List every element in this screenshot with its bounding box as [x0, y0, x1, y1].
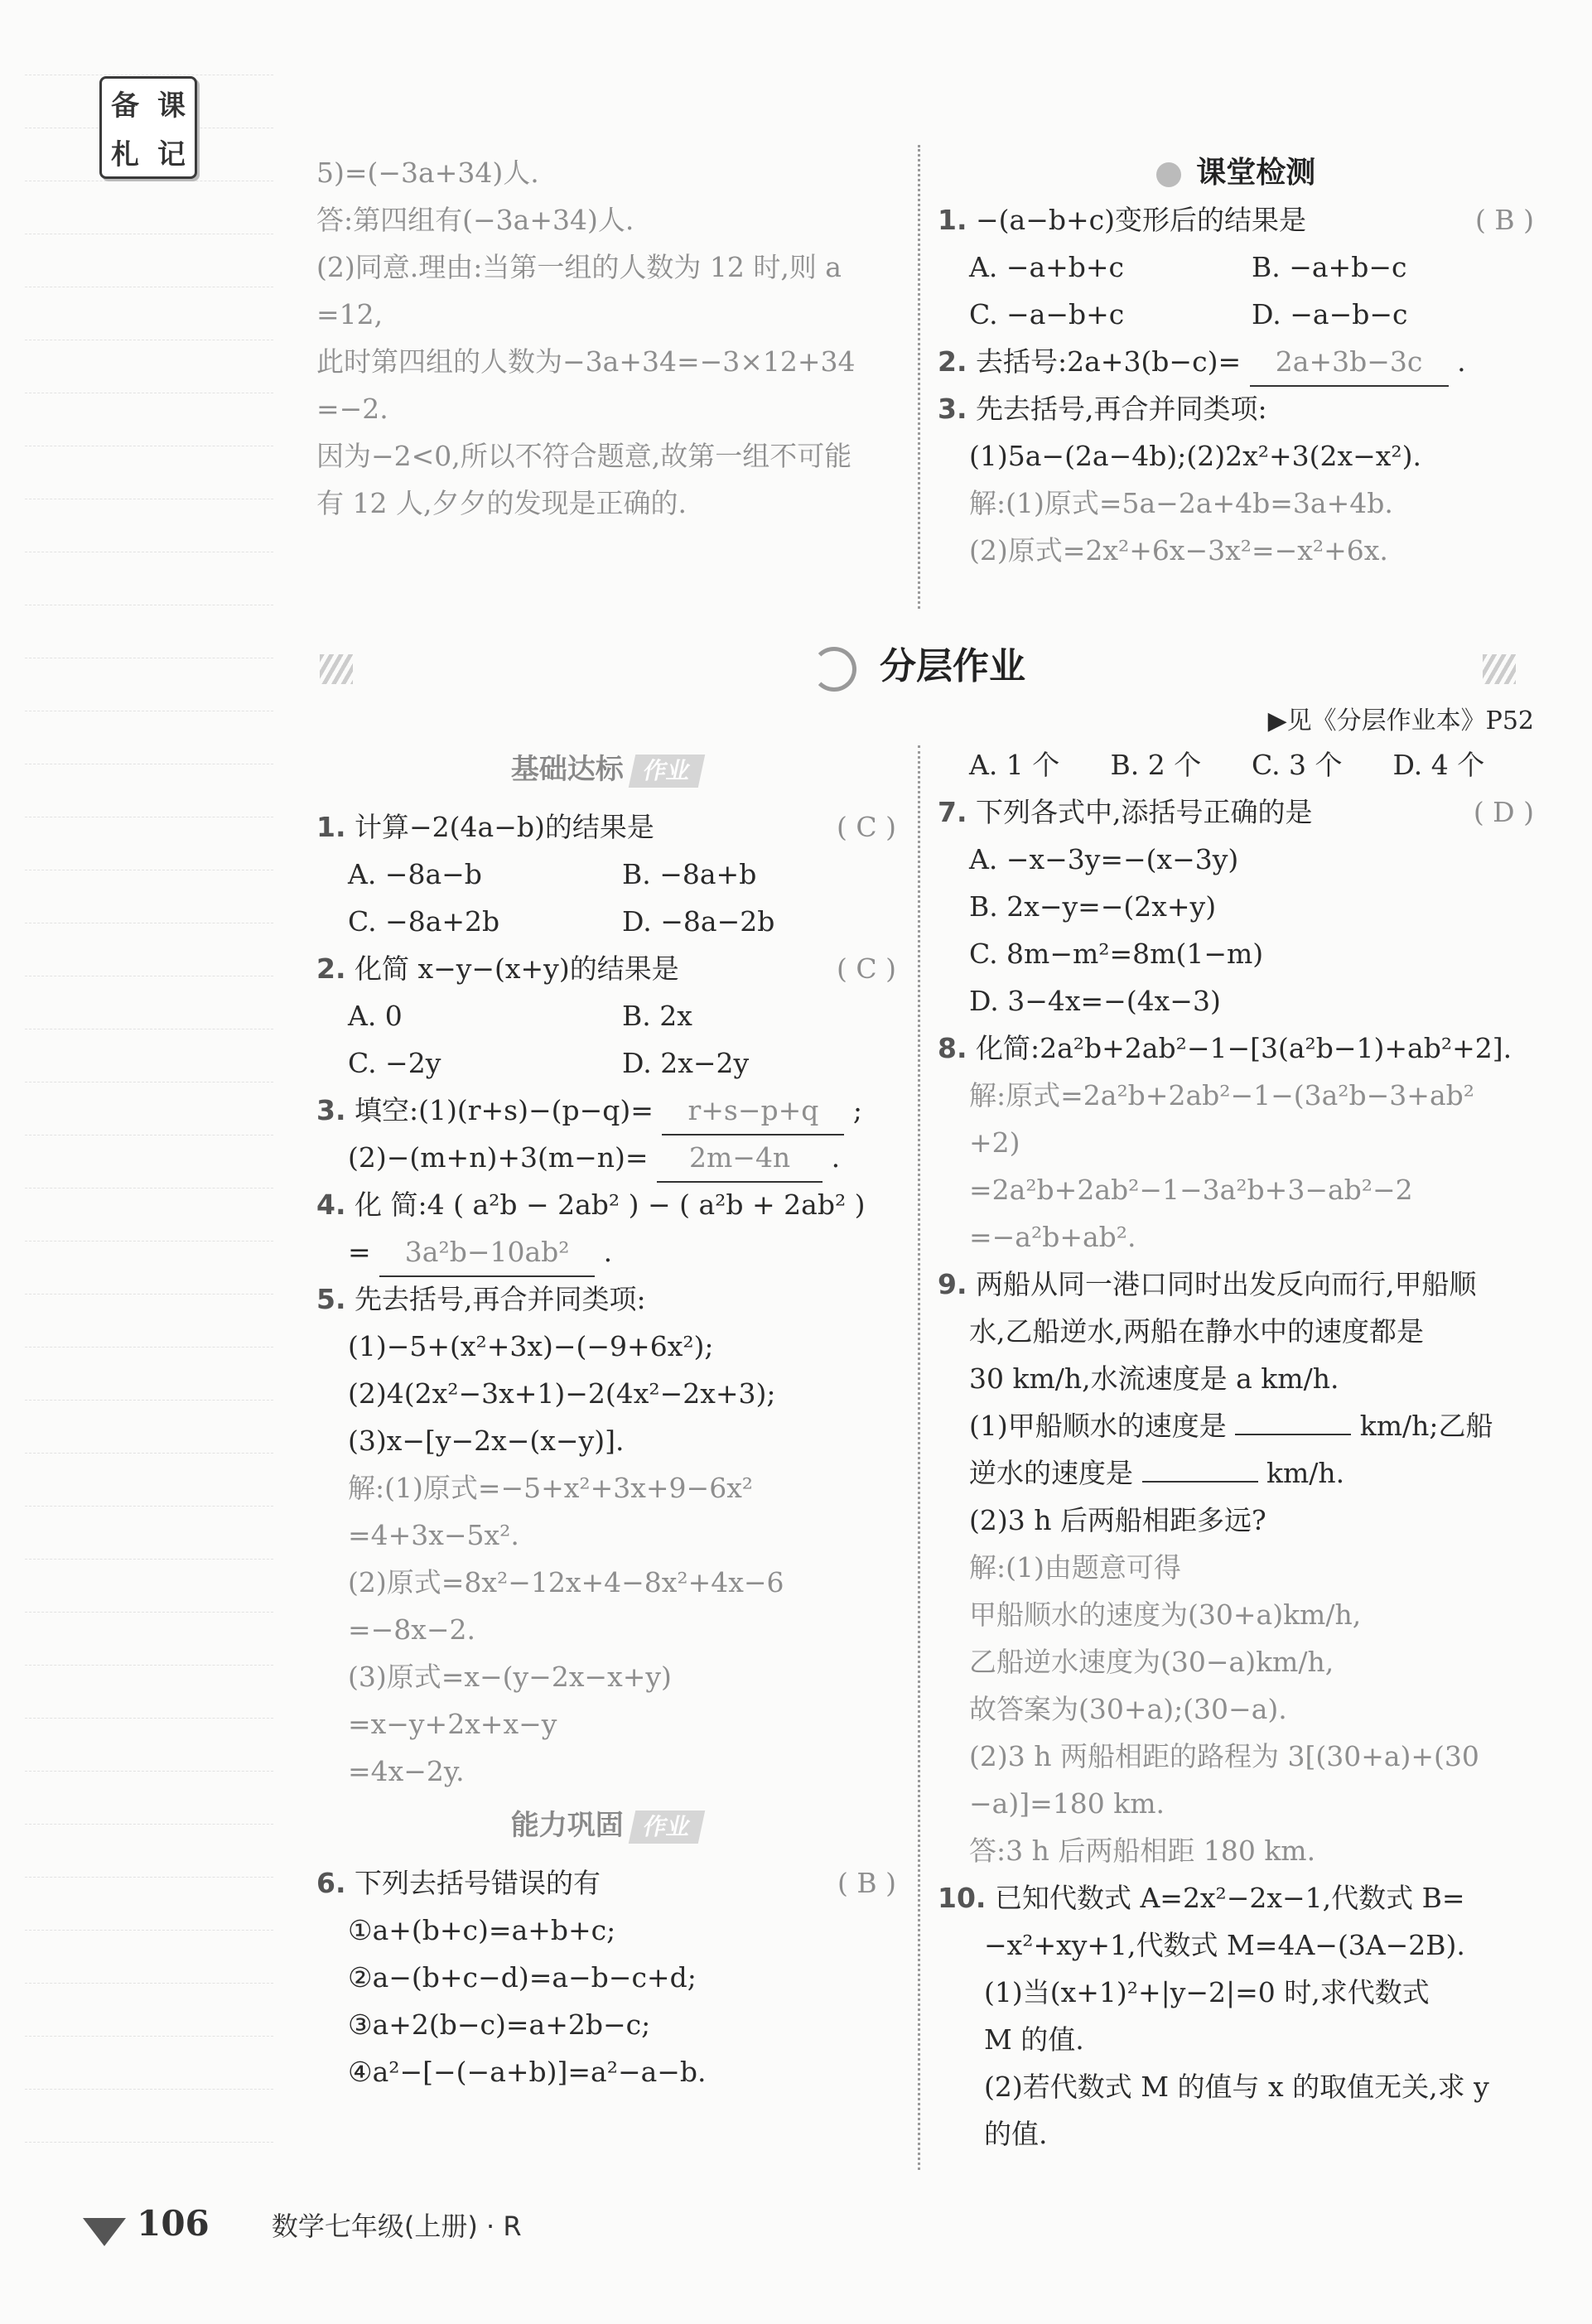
question-sub: (2)4(2x²−3x+1)−2(4x²−2x+3); [348, 1377, 776, 1410]
question-3-part-2 [316, 1134, 896, 1181]
filled-answer: r+s−p+q [662, 1087, 844, 1135]
question-text: −x²+xy+1,代数式 M=4A−(3A−2B). [984, 1929, 1465, 1961]
solution-line: +2) [969, 1126, 1020, 1159]
notes-margin [25, 66, 273, 2187]
margin-rule [25, 1718, 273, 1719]
question-text: 去括号:2a+3(b−c)= [976, 345, 1242, 378]
question-number: 3. [938, 393, 967, 425]
badge-char: 札 [111, 138, 139, 171]
text-line: =−2. [316, 393, 388, 425]
solution-line: =2a²b+2ab²−1−3a²b+3−ab²−2 [969, 1174, 1413, 1206]
solution-line: 解:(1)由题意可得 [969, 1551, 1181, 1584]
filled-answer: 2m−4n [657, 1134, 823, 1183]
option: B. 2x [622, 1000, 692, 1032]
solution-line: −a)]=180 km. [969, 1787, 1165, 1820]
text-line: 此时第四组的人数为−3a+34=−3×12+34 [316, 345, 856, 378]
question-text: 计算−2(4a−b)的结果是 [355, 811, 654, 843]
solution-line: 甲船顺水的速度为(30+a)km/h, [969, 1598, 1362, 1631]
basic-header [316, 745, 896, 803]
option: C. −2y [348, 1047, 441, 1079]
options-row [316, 898, 896, 945]
question-text: 30 km/h,水流速度是 a km/h. [969, 1362, 1339, 1395]
header-stripe [1483, 654, 1516, 684]
ability-title: 能力巩固 [510, 1809, 624, 1842]
options-row [938, 291, 1534, 338]
question-number: 4. [316, 1189, 346, 1221]
margin-rule [25, 1347, 273, 1348]
text-line: 5)=(−3a+34)人. [316, 157, 539, 189]
statement: ③a+2(b−c)=a+2b−c; [348, 2008, 651, 2041]
badge-char: 记 [157, 138, 186, 171]
solution-line: =4+3x−5x². [348, 1519, 519, 1551]
filled-answer: 2a+3b−3c [1250, 338, 1449, 387]
question-text: 两船从同一港口同时出发反向而行,甲船顺 [976, 1268, 1477, 1300]
question-number: 1. [938, 204, 967, 236]
classroom-check-title: 课堂检测 [1196, 156, 1316, 190]
margin-rule [25, 2036, 273, 2037]
page-number: 106 [137, 2203, 210, 2244]
question-number: 5. [316, 1283, 346, 1315]
option: A. 1 个 [969, 749, 1060, 781]
header-stripe [320, 654, 353, 684]
text-line: 有 12 人,夕夕的发现是正确的. [316, 487, 687, 519]
text-line: 因为−2<0,所以不符合题意,故第一组不可能 [316, 440, 852, 472]
question-3 [316, 1087, 896, 1134]
question-text: −(a−b+c)变形后的结果是 [976, 204, 1306, 236]
option: D. −8a−2b [622, 905, 775, 938]
margin-rule [25, 1188, 273, 1189]
solution-line: =4x−2y. [348, 1755, 465, 1787]
options-row [938, 741, 1534, 788]
options-row [316, 992, 896, 1039]
margin-rule [25, 1400, 273, 1401]
column-divider [918, 745, 920, 2170]
question-1 [938, 196, 1534, 243]
solution-line: =−a²b+ab². [969, 1221, 1136, 1253]
solution-line: 答:3 h 后两船相距 180 km. [969, 1835, 1316, 1867]
notes-badge [99, 76, 197, 179]
margin-rule [25, 2142, 273, 2143]
margin-rule [25, 1506, 273, 1507]
question-9-part-2: (2)3 h 后两船相距多远? [969, 1504, 1266, 1536]
solution-line: (2)原式=2x²+6x−3x²=−x²+6x. [969, 534, 1388, 567]
question-2 [316, 945, 896, 992]
punctuation: ; [852, 1094, 863, 1126]
option: D. −a−b−c [1252, 298, 1408, 330]
classroom-check [938, 149, 1534, 574]
check-icon [1156, 162, 1181, 187]
solution-line: 解:(1)原式=5a−2a+4b=3a+4b. [969, 487, 1393, 519]
options-row [316, 851, 896, 898]
question-4 [316, 1181, 896, 1228]
question-1 [316, 803, 896, 851]
margin-rule [25, 1771, 273, 1772]
margin-rule [25, 1241, 273, 1242]
badge-char: 备 [111, 89, 139, 123]
equals-sign: = [348, 1236, 371, 1268]
option: C. −8a+2b [348, 905, 500, 938]
option: B. 2 个 [1110, 749, 1202, 781]
option: D. 4 个 [1392, 749, 1485, 781]
margin-rule [25, 1453, 273, 1454]
question-text: (2)若代数式 M 的值与 x 的取值无关,求 y [984, 2071, 1489, 2103]
question-9-part-1 [938, 1402, 1534, 1449]
option: C. −a−b+c [969, 298, 1125, 330]
question-text: km/h;乙船 [1359, 1410, 1493, 1442]
homework-tag: 作业 [629, 1811, 706, 1844]
statement: ④a²−[−(−a+b)]=a²−a−b. [348, 2056, 707, 2088]
arrow-icon [83, 2218, 126, 2246]
option: A. −a+b+c [969, 251, 1125, 283]
solution-line: 解:(1)原式=−5+x²+3x+9−6x² [348, 1472, 754, 1504]
option: A. −x−3y=−(x−3y) [969, 843, 1239, 875]
options-row [316, 1039, 896, 1087]
margin-rule [25, 1612, 273, 1613]
badge-char: 课 [157, 89, 186, 123]
margin-rule [25, 1559, 273, 1560]
question-text: 下列去括号错误的有 [355, 1867, 601, 1899]
margin-rule [25, 1665, 273, 1666]
question-text: km/h. [1266, 1457, 1345, 1489]
solution-line: 乙船逆水速度为(30−a)km/h, [969, 1646, 1334, 1678]
solution-line: 故答案为(30+a);(30−a). [969, 1693, 1287, 1725]
question-number: 8. [938, 1032, 967, 1064]
question-text: 先去括号,再合并同类项: [355, 1283, 646, 1315]
answer-choice: ( D ) [1473, 796, 1534, 828]
layered-reference: ▶见《分层作业本》P52 [1267, 706, 1534, 735]
question-number: 6. [316, 1867, 346, 1899]
basic-title: 基础达标 [510, 753, 624, 786]
option: A. −8a−b [348, 858, 482, 890]
classroom-check-header [938, 149, 1534, 196]
solution-line: 解:原式=2a²b+2ab²−1−(3a²b−3+ab² [969, 1079, 1474, 1111]
answer-choice: ( B ) [837, 1867, 896, 1899]
question-text: 的值. [984, 2118, 1048, 2150]
answer-choice: ( C ) [837, 811, 896, 843]
options-row [938, 243, 1534, 291]
punctuation: . [603, 1236, 613, 1268]
solution-line: =−8x−2. [348, 1613, 476, 1646]
answer-blank [1235, 1434, 1351, 1435]
option: B. −a+b−c [1252, 251, 1407, 283]
question-number: 1. [316, 811, 346, 843]
statement: ①a+(b+c)=a+b+c; [348, 1914, 616, 1946]
question-number: 7. [938, 796, 967, 828]
filled-answer: 3a²b−10ab² [379, 1228, 595, 1277]
question-text: 填空:(1)(r+s)−(p−q)= [355, 1094, 654, 1126]
question-text: M 的值. [984, 2023, 1084, 2056]
question-number: 3. [316, 1094, 346, 1126]
margin-rule [25, 1824, 273, 1825]
question-number: 9. [938, 1268, 967, 1300]
option: B. 2x−y=−(2x+y) [969, 890, 1217, 923]
layered-title: 分层作业 [880, 645, 1025, 687]
question-text: 下列各式中,添括号正确的是 [976, 796, 1313, 828]
page-footer [83, 2203, 522, 2246]
column-divider [918, 145, 920, 609]
question-text: 化 简:4 ( a²b − 2ab² ) − ( a²b + 2ab² ) [355, 1189, 866, 1221]
question-sub: (3)x−[y−2x−(x−y)]. [348, 1425, 625, 1457]
book-title: 数学七年级(上册) · R [271, 2211, 522, 2242]
statement: ②a−(b+c−d)=a−b−c+d; [348, 1961, 697, 1994]
option: A. 0 [348, 1000, 403, 1032]
question-text: (1)当(x+1)²+|y−2|=0 时,求代数式 [984, 1976, 1430, 2008]
homework-tag: 作业 [629, 755, 706, 788]
question-sub: (1)−5+(x²+3x)−(−9+6x²); [348, 1330, 714, 1362]
solution-line: =x−y+2x+x−y [348, 1708, 557, 1740]
solution-line: (3)原式=x−(y−2x−x+y) [348, 1661, 672, 1693]
swirl-icon [812, 647, 856, 692]
text-line: 答:第四组有(−3a+34)人. [316, 204, 634, 236]
ability-header [316, 1801, 896, 1859]
question-number: 10. [938, 1882, 987, 1914]
question-text: 已知代数式 A=2x²−2x−1,代数式 B= [994, 1882, 1465, 1914]
question-6 [316, 1859, 896, 1907]
margin-rule [25, 1877, 273, 1878]
question-4-answer [316, 1228, 896, 1275]
question-8 [938, 1025, 1534, 1072]
question-10 [938, 1874, 1534, 1921]
question-text: (2)−(m+n)+3(m−n)= [348, 1141, 649, 1174]
question-9 [938, 1261, 1534, 1308]
question-sub: (1)5a−(2a−4b);(2)2x²+3(2x−x²). [969, 440, 1421, 472]
question-text: (1)甲船顺水的速度是 [969, 1410, 1227, 1442]
margin-rule [25, 2089, 273, 2090]
question-9-part-1b [938, 1449, 1534, 1497]
option: C. 8m−m²=8m(1−m) [969, 938, 1264, 970]
margin-rule [25, 1983, 273, 1984]
question-text: 化简 x−y−(x+y)的结果是 [355, 952, 679, 985]
top-left-text [316, 149, 896, 527]
right-column [938, 741, 1534, 2158]
text-line: (2)同意.理由:当第一组的人数为 12 时,则 a [316, 251, 842, 283]
punctuation: . [831, 1141, 841, 1174]
option: C. 3 个 [1252, 749, 1343, 781]
option: D. 3−4x=−(4x−3) [969, 985, 1221, 1017]
answer-choice: ( B ) [1475, 204, 1534, 236]
answer-choice: ( C ) [837, 952, 896, 985]
solution-line: (2)原式=8x²−12x+4−8x²+4x−6 [348, 1566, 784, 1598]
question-number: 2. [938, 345, 967, 378]
question-text: 逆水的速度是 [969, 1457, 1133, 1489]
option: D. 2x−2y [622, 1047, 750, 1079]
punctuation: . [1457, 345, 1466, 378]
basic-section [316, 745, 896, 2095]
question-2 [938, 338, 1534, 385]
solution-line: (2)3 h 两船相距的路程为 3[(30+a)+(30 [969, 1740, 1479, 1772]
margin-rule [25, 1930, 273, 1931]
question-text: 水,乙船逆水,两船在静水中的速度都是 [969, 1315, 1424, 1348]
margin-rule [25, 1294, 273, 1295]
question-3 [938, 385, 1534, 432]
question-number: 2. [316, 952, 346, 985]
layered-header [812, 638, 1025, 696]
question-text: 先去括号,再合并同类项: [976, 393, 1267, 425]
answer-blank [1142, 1481, 1258, 1483]
question-5 [316, 1275, 896, 1323]
text-line: =12, [316, 298, 384, 330]
question-7 [938, 788, 1534, 836]
option: B. −8a+b [622, 858, 757, 890]
question-text: 化简:2a²b+2ab²−1−[3(a²b−1)+ab²+2]. [976, 1032, 1512, 1064]
